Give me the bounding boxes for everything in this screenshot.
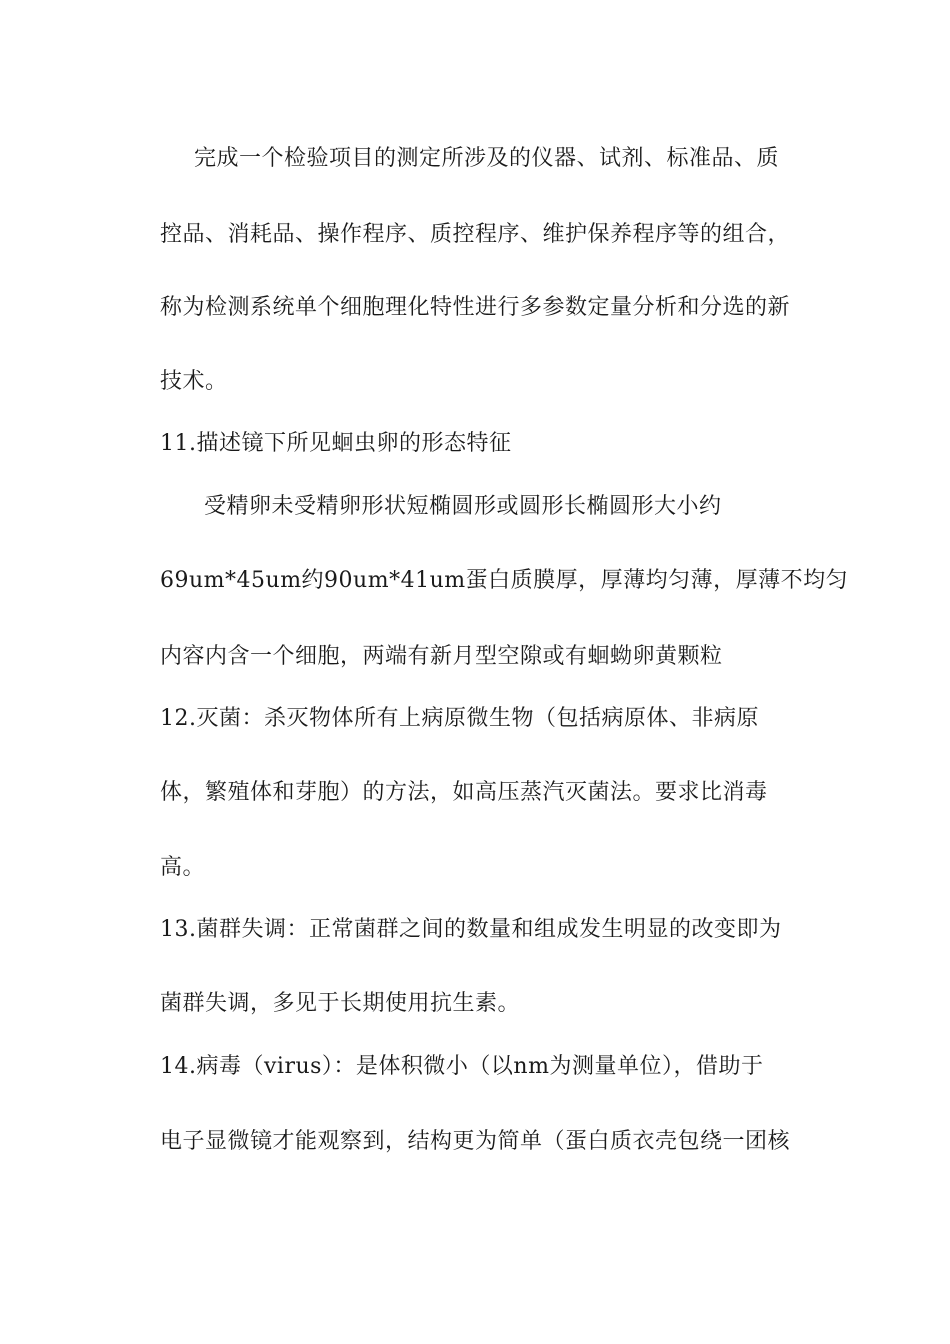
paragraph-line: 菌群失调，多见于长期使用抗生素。 (160, 991, 521, 1016)
paragraph-line: 12.灭菌：杀灭物体所有上病原微生物（包括病原体、非病原 (160, 706, 759, 731)
paragraph-line: 高。 (160, 855, 206, 880)
paragraph-line: 技术。 (160, 369, 228, 394)
paragraph-line: 受精卵未受精卵形状短椭圆形或圆形长椭圆形大小约 (204, 494, 722, 519)
paragraph-line: 电子显微镜才能观察到，结构更为简单（蛋白质衣壳包绕一团核 (160, 1129, 791, 1154)
paragraph-line: 14.病毒（virus）：是体积微小（以nm为测量单位），借助于 (160, 1054, 764, 1079)
paragraph-line: 完成一个检验项目的测定所涉及的仪器、试剂、标准品、质 (194, 146, 780, 171)
paragraph-line: 体，繁殖体和芽胞）的方法，如高压蒸汽灭菌法。要求比消毒 (160, 780, 768, 805)
paragraph-line: 13.菌群失调：正常菌群之间的数量和组成发生明显的改变即为 (160, 917, 782, 942)
paragraph-line: 69um*45um约90um*41um蛋白质膜厚，厚薄均匀薄，厚薄不均匀 (160, 568, 849, 593)
paragraph-line: 控品、消耗品、操作程序、质控程序、维护保养程序等的组合， (160, 222, 791, 247)
paragraph-line: 内容内含一个细胞，两端有新月型空隙或有蛔蚴卵黄颗粒 (160, 644, 723, 669)
section-heading: 11.描述镜下所见蛔虫卵的形态特征 (160, 431, 512, 456)
paragraph-line: 称为检测系统单个细胞理化特性进行多参数定量分析和分选的新 (160, 295, 791, 320)
